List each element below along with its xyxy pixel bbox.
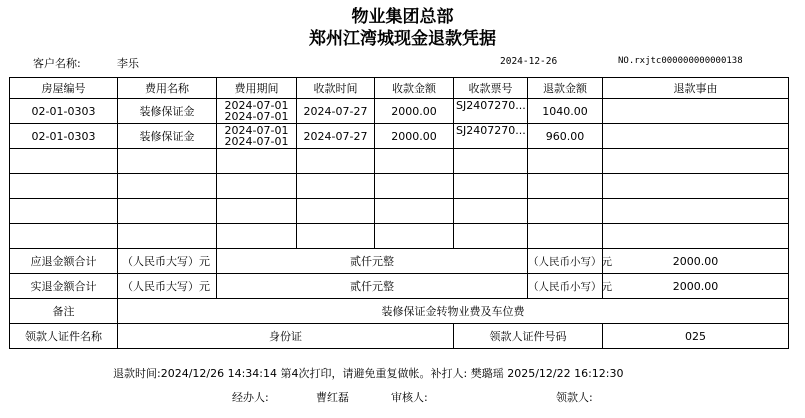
empty-row	[10, 149, 789, 174]
header-fee-period: 费用期间	[217, 78, 297, 99]
cell-fee-period	[217, 124, 297, 149]
period-start: 2024-07-01	[224, 124, 289, 137]
refund-table	[9, 77, 789, 349]
actual-lower-amount: 2000.00	[603, 274, 789, 299]
remark-label: 备注	[10, 299, 118, 324]
id-no-value: 025	[603, 324, 789, 349]
remark-row	[10, 299, 789, 324]
actual-lower-label: （人民币小写）元	[528, 274, 603, 299]
cell-refund-amount: 960.00	[528, 124, 603, 149]
empty-row	[10, 174, 789, 199]
due-upper-amount: 贰仟元整	[217, 249, 528, 274]
header-pay-time: 收款时间	[297, 78, 375, 99]
cell-pay-time: 2024-07-27	[297, 99, 375, 124]
actual-upper-amount: 贰仟元整	[217, 274, 528, 299]
actual-total-row	[10, 274, 789, 299]
empty-row	[10, 224, 789, 249]
empty-row	[10, 199, 789, 224]
period-start: 2024-07-01	[224, 99, 289, 112]
reviewer-label: 审核人:	[391, 391, 428, 404]
cell-house-no: 02-01-0303	[10, 124, 118, 149]
cell-fee-name: 装修保证金	[118, 124, 217, 149]
table-row	[10, 124, 789, 149]
due-upper-label: （人民币大写）元	[118, 249, 217, 274]
document-date: 2024-12-26	[500, 56, 558, 67]
serial-number: NO.rxjtc000000000000138	[618, 56, 743, 66]
remark-text: 装修保证金转物业费及车位费	[118, 299, 789, 324]
due-total-row	[10, 249, 789, 274]
header-ticket-no: 收款票号	[454, 78, 528, 99]
id-row	[10, 324, 789, 349]
header-fee-name: 费用名称	[118, 78, 217, 99]
table-header-row	[10, 78, 789, 99]
cell-pay-amount: 2000.00	[375, 99, 454, 124]
customer-name: 李乐	[117, 57, 139, 70]
header-refund-reason: 退款事由	[603, 78, 789, 99]
handler-label: 经办人:	[232, 391, 269, 404]
header-refund-amount: 退款金额	[528, 78, 603, 99]
header-pay-amount: 收款金额	[375, 78, 454, 99]
cell-fee-name: 装修保证金	[118, 99, 217, 124]
header-house-no: 房屋编号	[10, 78, 118, 99]
document-title: 郑州江湾城现金退款凭据	[309, 29, 496, 49]
period-end: 2024-07-01	[224, 135, 289, 148]
actual-upper-label: （人民币大写）元	[118, 274, 217, 299]
due-lower-amount: 2000.00	[603, 249, 789, 274]
cell-house-no: 02-01-0303	[10, 99, 118, 124]
id-no-label: 领款人证件号码	[454, 324, 603, 349]
customer-label: 客户名称:	[33, 57, 81, 70]
cell-refund-reason	[603, 99, 789, 124]
print-info: 退款时间:2024/12/26 14:34:14 第4次打印，请避免重复做帐。补打人: 樊璐瑶 2025/12/22 16:12:30	[113, 367, 624, 380]
cell-ticket-no: SJ2407270...	[454, 99, 528, 124]
period-end: 2024-07-01	[224, 110, 289, 123]
due-total-label: 应退金额合计	[10, 249, 118, 274]
cell-fee-period	[217, 99, 297, 124]
receiver-label: 领款人:	[556, 391, 593, 404]
cell-refund-reason	[603, 124, 789, 149]
handler-name: 曹红磊	[316, 391, 349, 404]
cell-pay-time: 2024-07-27	[297, 124, 375, 149]
company-title: 物业集团总部	[351, 7, 454, 27]
table-row	[10, 99, 789, 124]
due-lower-label: （人民币小写）元	[528, 249, 603, 274]
cell-refund-amount: 1040.00	[528, 99, 603, 124]
cell-ticket-no: SJ2407270...	[454, 124, 528, 149]
cell-pay-amount: 2000.00	[375, 124, 454, 149]
id-name-label: 领款人证件名称	[10, 324, 118, 349]
actual-total-label: 实退金额合计	[10, 274, 118, 299]
id-name-value: 身份证	[118, 324, 454, 349]
